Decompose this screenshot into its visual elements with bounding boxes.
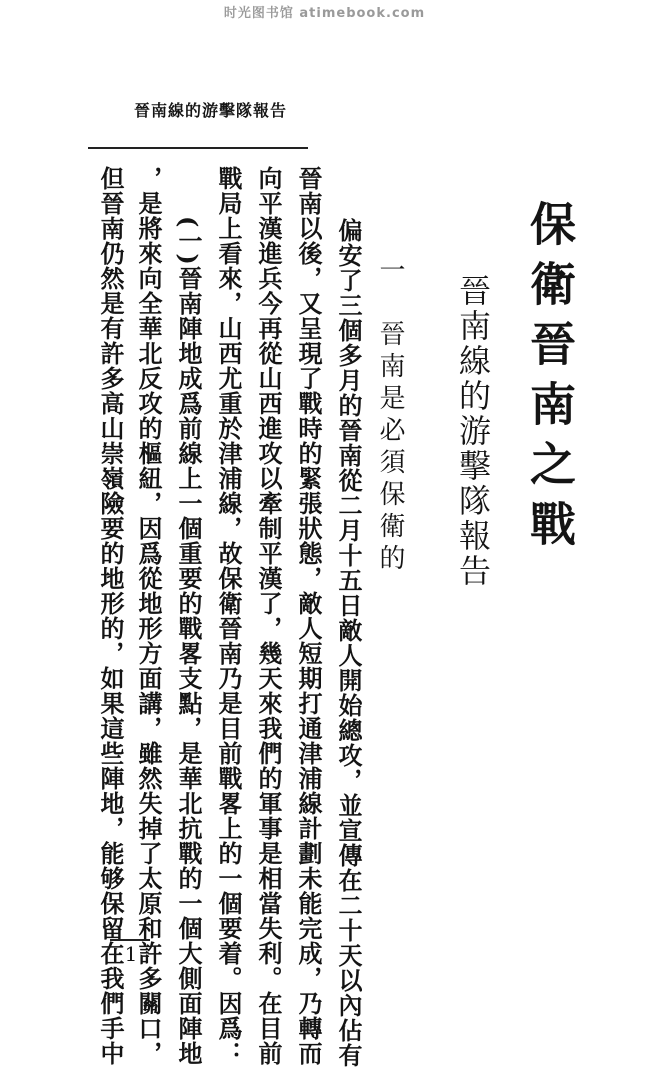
article-subtitle: 晉南線的游擊隊報告	[454, 274, 492, 589]
body-text-column: ，是將來向全華北反攻的樞紐，因爲從地形方面講，雖然失掉了太原和許多關口，	[134, 166, 163, 1066]
running-head: 晉南線的游擊隊報告	[134, 101, 288, 120]
body-text-column: 晉南以後，又呈現了戰時的緊張狀態，敵人短期打通津浦線計劃未能完成，乃轉而	[294, 166, 323, 1066]
page-number: 1	[124, 942, 138, 966]
body-text-column: (一)晉南陣地成爲前線上一個重要的戰畧支點，是華北抗戰的一個大側面陣地	[174, 216, 203, 1066]
article-title: 保衛晉南之戰	[523, 200, 577, 560]
site-watermark: 时光图书馆 atimebook.com	[223, 6, 426, 21]
body-text-column: 偏安了三個多月的晉南從二月十五日敵人開始總攻，並宣傳在二十天以內佔有	[334, 218, 363, 1068]
body-text-column: 戰局上看來，山西尤重於津浦線，故保衛晉南乃是目前戰畧上的一個要着。因爲：	[214, 166, 243, 1066]
body-text-column: 但晉南仍然是有許多高山崇嶺險要的地形的，如果這些陣地，能够保留在我們手中	[96, 166, 125, 1066]
body-text-column: 向平漢進兵今再從山西進攻以牽制平漢了，幾天來我們的軍事是相當失利。在目前	[254, 166, 283, 1066]
section-heading: 一 晉南是必須保衛的	[375, 256, 405, 576]
header-divider	[88, 147, 308, 149]
page-number-rule	[110, 939, 150, 941]
